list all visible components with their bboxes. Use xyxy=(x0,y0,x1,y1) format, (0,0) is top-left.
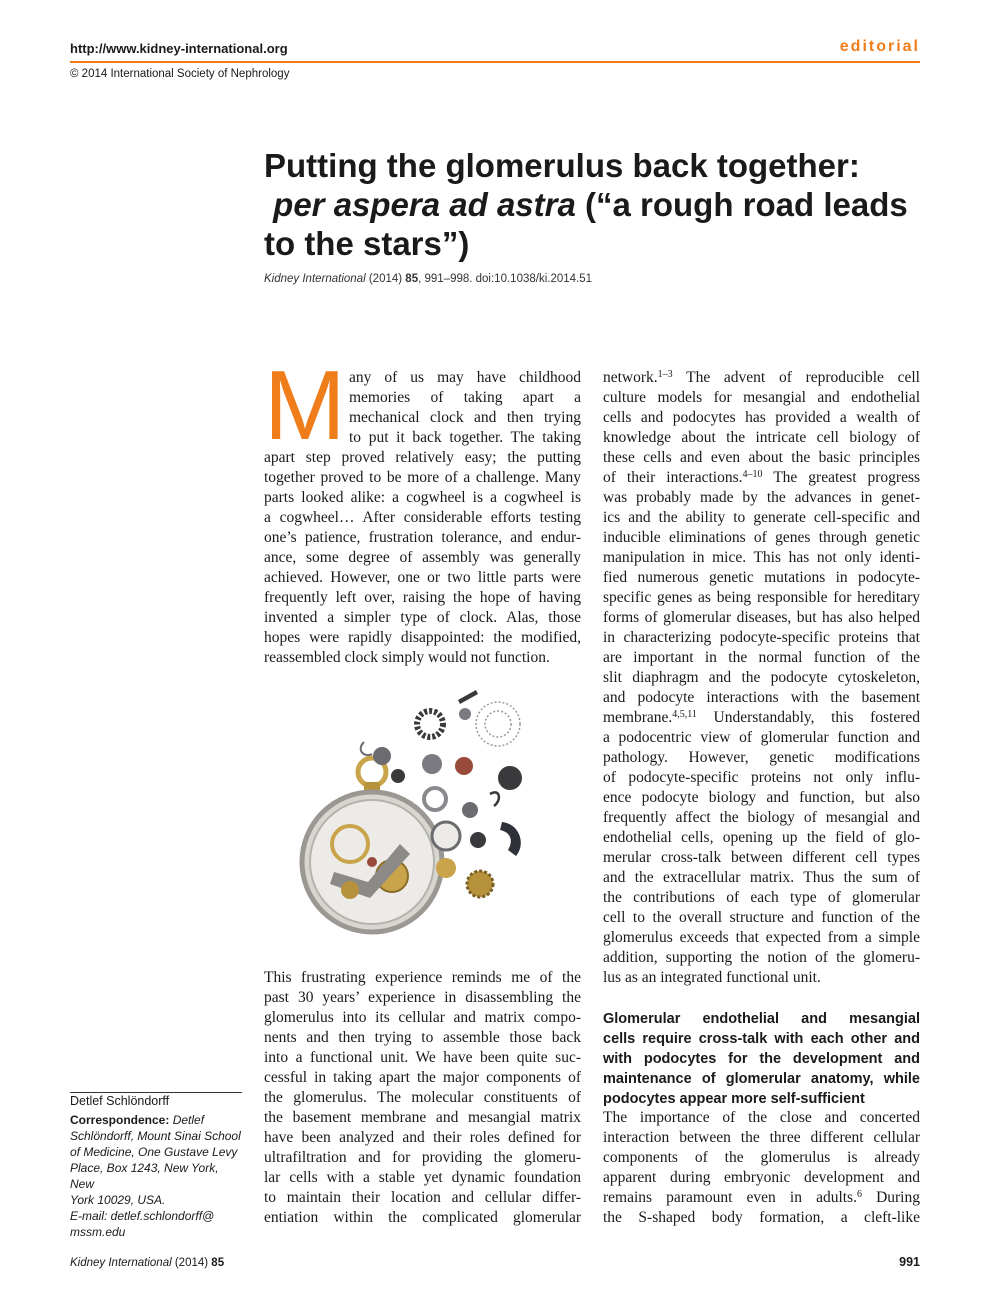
page-number: 991 xyxy=(899,1255,920,1269)
text-line: cessful in taking apart the major components of xyxy=(264,1069,581,1086)
watch-jewel xyxy=(367,857,377,867)
gear-icon xyxy=(424,788,446,810)
gear-icon xyxy=(436,858,456,878)
text-line: lar cells with a stable yet dynamic foundation xyxy=(264,1169,581,1186)
text-line: nents and then trying to assemble those back xyxy=(264,1029,581,1046)
pocket-watch-figure xyxy=(290,684,580,944)
text-line: fied numerous genetic mutations in podocyte- xyxy=(603,569,920,586)
citation-volume: 85 xyxy=(405,273,419,285)
reference-superscript[interactable]: 6 xyxy=(856,1189,862,1200)
text-line: these cells and even about the basic principles xyxy=(603,449,920,466)
subheading-line: podocytes appear more self-sufficient xyxy=(603,1091,865,1107)
section-subheading xyxy=(603,1009,920,1109)
correspondence-text: mssm.edu xyxy=(70,1225,126,1239)
title-line-1: Putting the glomerulus back together: xyxy=(264,147,860,184)
text-line: membrane.$^{4,5,11}$ Understandably, this fostered xyxy=(603,709,920,726)
text-line: apparent during embryonic development and xyxy=(603,1169,920,1186)
text-line: past 30 years’ experience in disassembling the xyxy=(264,989,581,1006)
section-label: editorial xyxy=(839,38,920,55)
gear-icon xyxy=(391,769,405,783)
text-line: the contributions of each type of glomerular xyxy=(603,889,920,906)
title-line-2 xyxy=(264,185,924,224)
text-line: to maintain their location and cellular differ- xyxy=(264,1189,581,1206)
text-line: cell to the overall structure and function of the xyxy=(603,909,920,926)
body-paragraph-2 xyxy=(264,968,581,1228)
text-line: a cogwheel… After considerable efforts testing xyxy=(264,509,581,526)
text-line: knowledge about the intricate cell biology of xyxy=(603,429,920,446)
correspondence-text: Schlöndorff, Mount Sinai School xyxy=(70,1129,241,1143)
gear-icon xyxy=(498,766,522,790)
footer-citation xyxy=(70,1257,224,1269)
reference-superscript[interactable]: 4–10 xyxy=(742,469,763,480)
intro-paragraph xyxy=(264,368,581,668)
text-line: components of the glomerulus is already xyxy=(603,1149,920,1166)
text-line: together proved to be more of a challenge. Many xyxy=(264,469,581,486)
correspondence-line xyxy=(70,1144,245,1160)
text-line: have been analyzed and their roles defined for xyxy=(264,1129,581,1146)
text-line: interaction between the three different cellular xyxy=(603,1129,920,1146)
author-email[interactable] xyxy=(70,1224,245,1240)
text-line: hopes were rapidly disappointed: the modified, xyxy=(264,629,581,646)
text-line: specific genes as being responsible for hereditary xyxy=(603,589,920,606)
pocket-watch xyxy=(302,758,442,932)
text-line: cells and podocytes has provided a wealth of xyxy=(603,409,920,426)
text-line: network.$^{1-3}$ The advent of reproducible cell xyxy=(603,369,920,386)
author-divider xyxy=(70,1092,242,1093)
text-line: frequently affect the biology of mesangial and xyxy=(603,809,920,826)
text-line: ence podocyte biology and function, but also xyxy=(603,789,920,806)
gear-icon xyxy=(432,822,460,850)
text-line: a podocentric view of glomerular function and xyxy=(603,729,920,746)
text-line: achieved. However, one or two little parts were xyxy=(264,569,581,586)
author-name: Detlef Schlöndorff xyxy=(70,1094,170,1108)
text-line: the S-shaped body formation, a cleft-like xyxy=(603,1209,920,1226)
text-line: glomerulus into its cellular and matrix compo- xyxy=(264,1009,581,1026)
text-line: invented a simpler type of clock. Alas, those xyxy=(264,609,581,626)
text-line: This frustrating experience reminds me of the xyxy=(264,969,581,986)
text-line: lus as an integrated functional unit. xyxy=(603,969,821,986)
text-line: one’s patience, frustration tolerance, and endur- xyxy=(264,529,581,546)
gear-icon xyxy=(462,802,478,818)
watch-small-gear xyxy=(341,881,359,899)
text-line: entiation within the complicated glomerular xyxy=(264,1209,581,1226)
reference-superscript[interactable]: 1–3 xyxy=(657,369,673,380)
text-line: pathology. However, genetic modifications xyxy=(603,749,920,766)
text-line: apart step proved relatively easy; the putting xyxy=(264,449,581,466)
subheading-line: with podocytes for the development and xyxy=(603,1051,920,1067)
footer-year: (2014) xyxy=(171,1257,212,1269)
text-line: reassembled clock simply would not function. xyxy=(264,649,550,666)
reference-superscript[interactable]: 4,5,11 xyxy=(672,709,697,720)
correspondence-line xyxy=(70,1160,245,1192)
text-line: into a functional unit. We have been quite suc- xyxy=(264,1049,581,1066)
correspondence-text: York 10029, USA. xyxy=(70,1193,166,1207)
citation-pages-doi: , 991–998. doi:10.1038/ki.2014.51 xyxy=(418,273,593,285)
correspondence-text: Place, Box 1243, New York, New xyxy=(70,1161,219,1191)
text-line: are important in the normal function of the xyxy=(603,649,920,666)
text-line: The importance of the close and concerted xyxy=(603,1109,920,1126)
text-line: any of us may have childhood xyxy=(349,369,581,386)
text-line: the basement membrane and mesangial matrix xyxy=(264,1109,581,1126)
text-line: was probably made by the advances in genet- xyxy=(603,489,920,506)
title-line-3: to the stars”) xyxy=(264,225,470,262)
correspondence-label: Correspondence: xyxy=(70,1113,170,1127)
gear-icon xyxy=(467,871,493,897)
text-line: the glomerulus. The molecular constituents of xyxy=(264,1089,581,1106)
title-latin-phrase: per aspera ad astra xyxy=(273,186,576,223)
footer-journal: Kidney International xyxy=(70,1257,172,1269)
text-line: forms of glomerular diseases, but has also helped xyxy=(603,609,920,626)
text-line: of podocyte-specific proteins not only influ- xyxy=(603,769,920,786)
correspondence-text: Detlef xyxy=(169,1113,205,1127)
gear-icon xyxy=(373,747,391,765)
correspondence-text: of Medicine, One Gustave Levy xyxy=(70,1145,238,1159)
text-line: endothelial cells, opening up the field of glo- xyxy=(603,829,920,846)
text-line: and podocyte interactions with the basement xyxy=(603,689,920,706)
body-paragraph-4 xyxy=(603,1108,920,1228)
hairspring-icon xyxy=(485,711,511,737)
text-line: glomerulus exceeds that expected from a simple xyxy=(603,929,920,946)
subheading-line: maintenance of glomerular anatomy, while xyxy=(603,1071,920,1087)
author-email[interactable] xyxy=(70,1208,245,1224)
text-line: slit diaphragm and the podocyte cytoskeleton, xyxy=(603,669,920,686)
gear-icon xyxy=(459,708,471,720)
spring-clip-icon xyxy=(490,792,499,806)
header-divider xyxy=(70,61,920,63)
correspondence-line xyxy=(70,1192,245,1208)
citation-year: (2014) xyxy=(365,273,406,285)
text-line: memories of taking apart a xyxy=(349,389,581,406)
text-line: mechanical clock and then trying xyxy=(349,409,581,426)
copyright-notice: © 2014 International Society of Nephrology xyxy=(70,68,290,80)
text-line: of their interactions.$^{4-10}$ The greatest progress xyxy=(603,469,920,486)
drop-cap: M xyxy=(264,350,346,460)
subheading-line: Glomerular endothelial and mesangial xyxy=(603,1011,920,1027)
correspondence-text: E-mail: detlef.schlondorff@ xyxy=(70,1209,215,1223)
correspondence-info xyxy=(70,1112,245,1240)
title-translation: (“a rough road leads xyxy=(575,186,908,223)
spring-clip-icon xyxy=(361,742,372,755)
gear-icon xyxy=(422,754,442,774)
article-title xyxy=(264,146,924,263)
text-line: parts looked alike: a cogwheel is a cogwheel is xyxy=(264,489,581,506)
text-line: inducible eliminations of genes through genetic xyxy=(603,529,920,546)
watch-hand-icon xyxy=(458,690,478,704)
text-line: ultrafiltration and for providing the glomeru- xyxy=(264,1149,581,1166)
subheading-line: cells require cross-talk with each other and xyxy=(603,1031,920,1047)
correspondence-line xyxy=(70,1112,245,1128)
text-line: ics and the ability to generate cell-specific and xyxy=(603,509,920,526)
article-citation xyxy=(264,273,592,285)
text-line: to put it back together. The taking xyxy=(349,429,581,446)
hairspring-icon xyxy=(476,702,520,746)
text-line: merular cross-talk between different cell types xyxy=(603,849,920,866)
text-line: addition, supporting the notion of the glomeru- xyxy=(603,949,920,966)
journal-url[interactable]: http://www.kidney-international.org xyxy=(70,41,288,56)
gear-icon xyxy=(470,832,486,848)
text-line: in characterizing podocyte-specific proteins that xyxy=(603,629,920,646)
text-line: manipulation in mice. This has not only identi- xyxy=(603,549,920,566)
text-line: remains paramount even in adults.$^6$ During xyxy=(603,1189,920,1206)
citation-journal: Kidney International xyxy=(264,273,366,285)
text-line: culture models for mesangial and endothelial xyxy=(603,389,920,406)
correspondence-line xyxy=(70,1128,245,1144)
watch-hand-icon xyxy=(500,822,521,856)
text-line: and the extracellular matrix. Thus the sum of xyxy=(603,869,920,886)
footer-volume: 85 xyxy=(211,1257,225,1269)
text-line: frequently left over, raising the hope of having xyxy=(264,589,581,606)
text-line: ance, some degree of assembly was generally xyxy=(264,549,581,566)
body-paragraph-3 xyxy=(603,368,920,988)
gear-icon xyxy=(417,711,443,737)
gear-icon xyxy=(455,757,473,775)
